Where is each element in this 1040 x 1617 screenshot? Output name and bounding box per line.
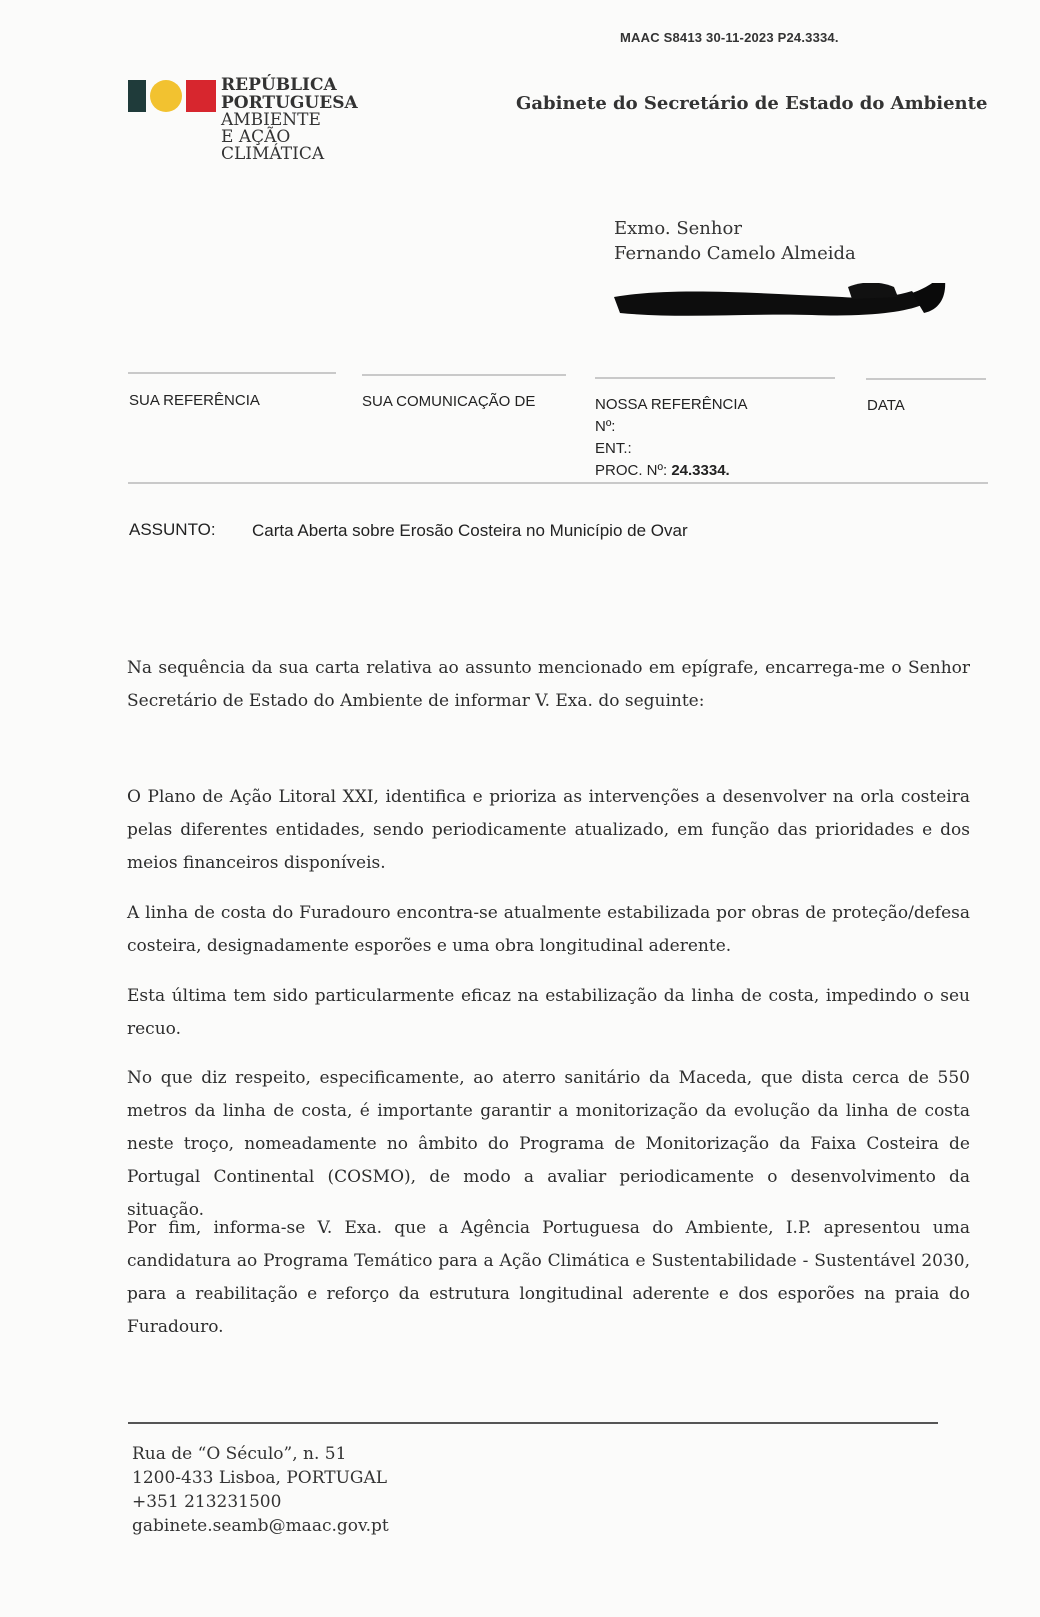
footer-divider xyxy=(128,1422,938,1424)
footer-contact xyxy=(132,1442,389,1538)
redaction-mark xyxy=(612,283,952,325)
sua-referencia-label: SUA REFERÊNCIA xyxy=(129,392,260,409)
recipient-name: Fernando Camelo Almeida xyxy=(614,243,856,264)
ref-line-2 xyxy=(362,374,566,376)
nossa-referencia-label: NOSSA REFERÊNCIA xyxy=(595,396,748,413)
numero-label: Nº: xyxy=(595,418,616,435)
footer-address-line-2: 1200-433 Lisboa, PORTUGAL xyxy=(132,1468,388,1488)
recipient-block xyxy=(614,216,856,266)
subject-label: ASSUNTO: xyxy=(129,520,216,539)
ref-line-1 xyxy=(128,372,336,374)
government-logo xyxy=(128,75,388,164)
ref-line-4 xyxy=(866,378,986,380)
ref-line-3 xyxy=(595,377,835,379)
ent-label: ENT.: xyxy=(595,440,632,457)
logo-subtitle: AMBIENTE E AÇÃO CLIMÁTICA xyxy=(221,110,325,164)
body-intro: Na sequência da sua carta relativa ao assunto mencionado em epígrafe, encarrega-me o Senhor Secretário de Estado do Ambiente de informar V. Exa. do seguinte: xyxy=(127,658,970,711)
document-stamp: MAAC S8413 30-11-2023 P24.3334. xyxy=(620,30,839,45)
nossa-referencia-block xyxy=(595,394,748,482)
body-paragraph-1: O Plano de Ação Litoral XXI, identifica e prioriza as intervenções a desenvolver na orla costeira pelas diferentes entidades, sendo periodicamente atualizado, em função das prioridades e dos meios financeiros disponíveis. xyxy=(127,787,970,873)
proc-label: PROC. Nº: xyxy=(595,462,668,479)
logo-red-block xyxy=(186,80,216,112)
office-name: Gabinete do Secretário de Estado do Ambiente xyxy=(516,93,988,114)
body-paragraph-4: No que diz respeito, especificamente, ao aterro sanitário da Maceda, que dista cerca de 550 metros da linha de costa, é importante garantir a monitorização da evolução da linha de costa neste troço, nomeadamente no âmbito do Programa de Monitorização da Faixa Costeira de Portugal Continental (COSMO), de modo a avaliar periodicamente o desenvolvimento da situação. xyxy=(127,1068,970,1220)
logo-dark-block xyxy=(128,80,146,112)
body-paragraph-2: A linha de costa do Furadouro encontra-se atualmente estabilizada por obras de proteção/defesa costeira, designadamente esporões e uma obra longitudinal aderente. xyxy=(127,903,970,956)
subject-text: Carta Aberta sobre Erosão Costeira no Município de Ovar xyxy=(252,521,688,540)
data-label: DATA xyxy=(867,397,905,414)
proc-line xyxy=(595,460,748,482)
logo-yellow-circle xyxy=(150,80,182,112)
footer-address-line-1: Rua de “O Século”, n. 51 xyxy=(132,1444,347,1464)
footer-email: gabinete.seamb@maac.gov.pt xyxy=(132,1516,389,1536)
recipient-salutation: Exmo. Senhor xyxy=(614,218,742,239)
proc-value: 24.3334. xyxy=(671,462,730,479)
logo-title: REPÚBLICA PORTUGUESA xyxy=(221,75,358,113)
footer-phone: +351 213231500 xyxy=(132,1492,282,1512)
sua-comunicacao-label: SUA COMUNICAÇÃO DE xyxy=(362,393,536,410)
ref-bottom-line xyxy=(128,482,988,484)
body-paragraph-5: Por fim, informa-se V. Exa. que a Agência Portuguesa do Ambiente, I.P. apresentou uma candidatura ao Programa Temático para a Ação Climática e Sustentabilidade - Sustentável 2030, para a reabilitação e reforço da estrutura longitudinal aderente e dos esporões na praia do Furadouro. xyxy=(127,1218,970,1337)
body-paragraph-3: Esta última tem sido particularmente eficaz na estabilização da linha de costa, impedindo o seu recuo. xyxy=(127,986,970,1039)
